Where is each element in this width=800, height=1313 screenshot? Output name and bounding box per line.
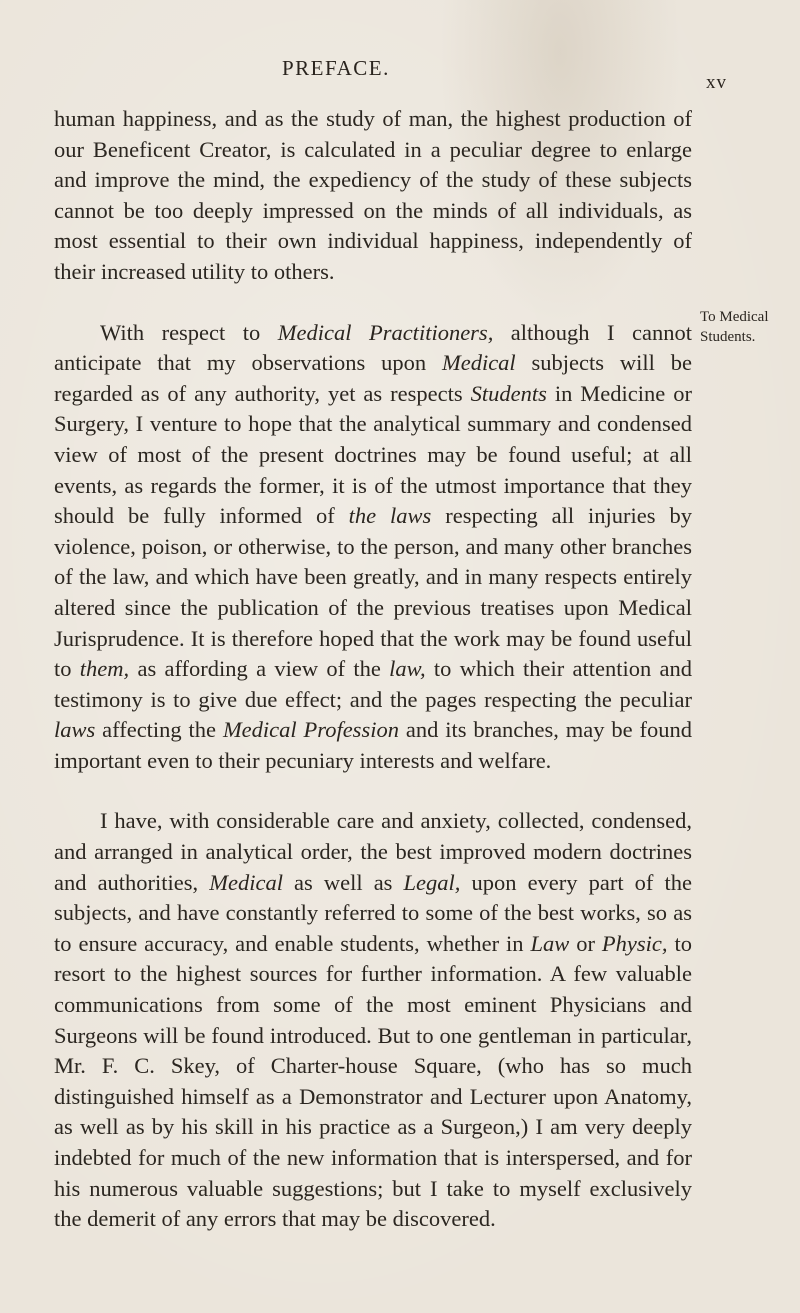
page-header	[0, 52, 800, 93]
italic-run: laws	[54, 717, 96, 743]
italic-run: Legal,	[403, 869, 461, 895]
text-run: affecting the	[95, 717, 223, 743]
italic-run: the laws	[348, 503, 432, 529]
margin-note	[700, 307, 796, 347]
text-run: as affording a view of the	[129, 656, 390, 682]
text-run: I have, with considerable care and anxiety, collected, condensed, and arranged in analytical order, the best improved modern doctrines and authorities,	[54, 808, 692, 895]
italic-run: law,	[389, 656, 426, 682]
italic-run: Medical Profession	[222, 717, 399, 743]
text-run: as well as	[282, 869, 404, 895]
body-text	[54, 104, 692, 1235]
text-run: upon every part of the subjects, and have constantly referred to some of the best works, so as to ensure accuracy, and enable students, whether in	[54, 869, 692, 956]
italic-run: Medical Practitioners,	[277, 319, 494, 345]
running-head: PREFACE.	[282, 56, 390, 80]
italic-run: Law	[530, 930, 570, 956]
text-run: or	[569, 930, 602, 956]
text-run: and its branches, may be found important even to their pecuniary interests and welfare.	[54, 717, 693, 773]
italic-run: them,	[79, 656, 130, 682]
italic-run: Medical	[441, 350, 516, 376]
text-run: although I cannot anticipate that my observations upon	[54, 319, 692, 376]
paragraph-1: human happiness, and as the study of man, the highest production of our Beneficent Creator, is calculated in a peculiar degree to enlarge and improve the mind, the expediency of the study of these subjects cannot be too deeply impressed on the minds of all individuals, as most essential to their own individual happiness, independently of their increased utility to others.	[54, 106, 692, 284]
italic-run: Students	[470, 380, 547, 406]
margin-note-line: To Medical	[700, 309, 769, 325]
italic-run: Physic,	[601, 930, 668, 956]
text-run: to which their attention and testimony is to give due effect; and the pages respecting the peculiar	[54, 656, 692, 712]
text-run: to resort to the highest sources for further information. A few valuable communications from some of the most eminent Physicians and Surgeons will be found introduced. But to one gentleman in particular, Mr. F. C. Skey, of Charter-house Square, (who has so much distinguished himself as a Demonstrator and Lecturer upon Anatomy, as well as by his skill in his practice as a Surgeon,) I am very deeply indebted for much of the new information that is interspersed, and for his numerous valuable suggestions; but I take to myself exclusively the demerit of any errors that may be discovered.	[54, 930, 692, 1232]
italic-run: Medical	[209, 869, 283, 895]
text-run: subjects will be regarded as of any authority, yet as respects	[54, 350, 692, 406]
margin-note-line: Students.	[700, 329, 756, 345]
text-run: With respect to	[100, 319, 278, 345]
page-number: xv	[706, 72, 727, 93]
text-run: respecting all injuries by violence, poison, or otherwise, to the person, and many other branches of the law, and which have been greatly, and in many respects entirely altered since the publication of the previous treatises upon Medical Jurisprudence. It is therefore hoped that the work may be found useful to	[54, 503, 692, 682]
paragraph-3	[54, 806, 692, 1234]
paragraph-2	[54, 318, 692, 777]
text-run: in Medicine or Surgery, I venture to hope that the analytical summary and condensed view of most of the present doctrines may be found useful; at all events, as regards the former, it is of the utmost importance that they should be fully informed of	[54, 380, 692, 529]
